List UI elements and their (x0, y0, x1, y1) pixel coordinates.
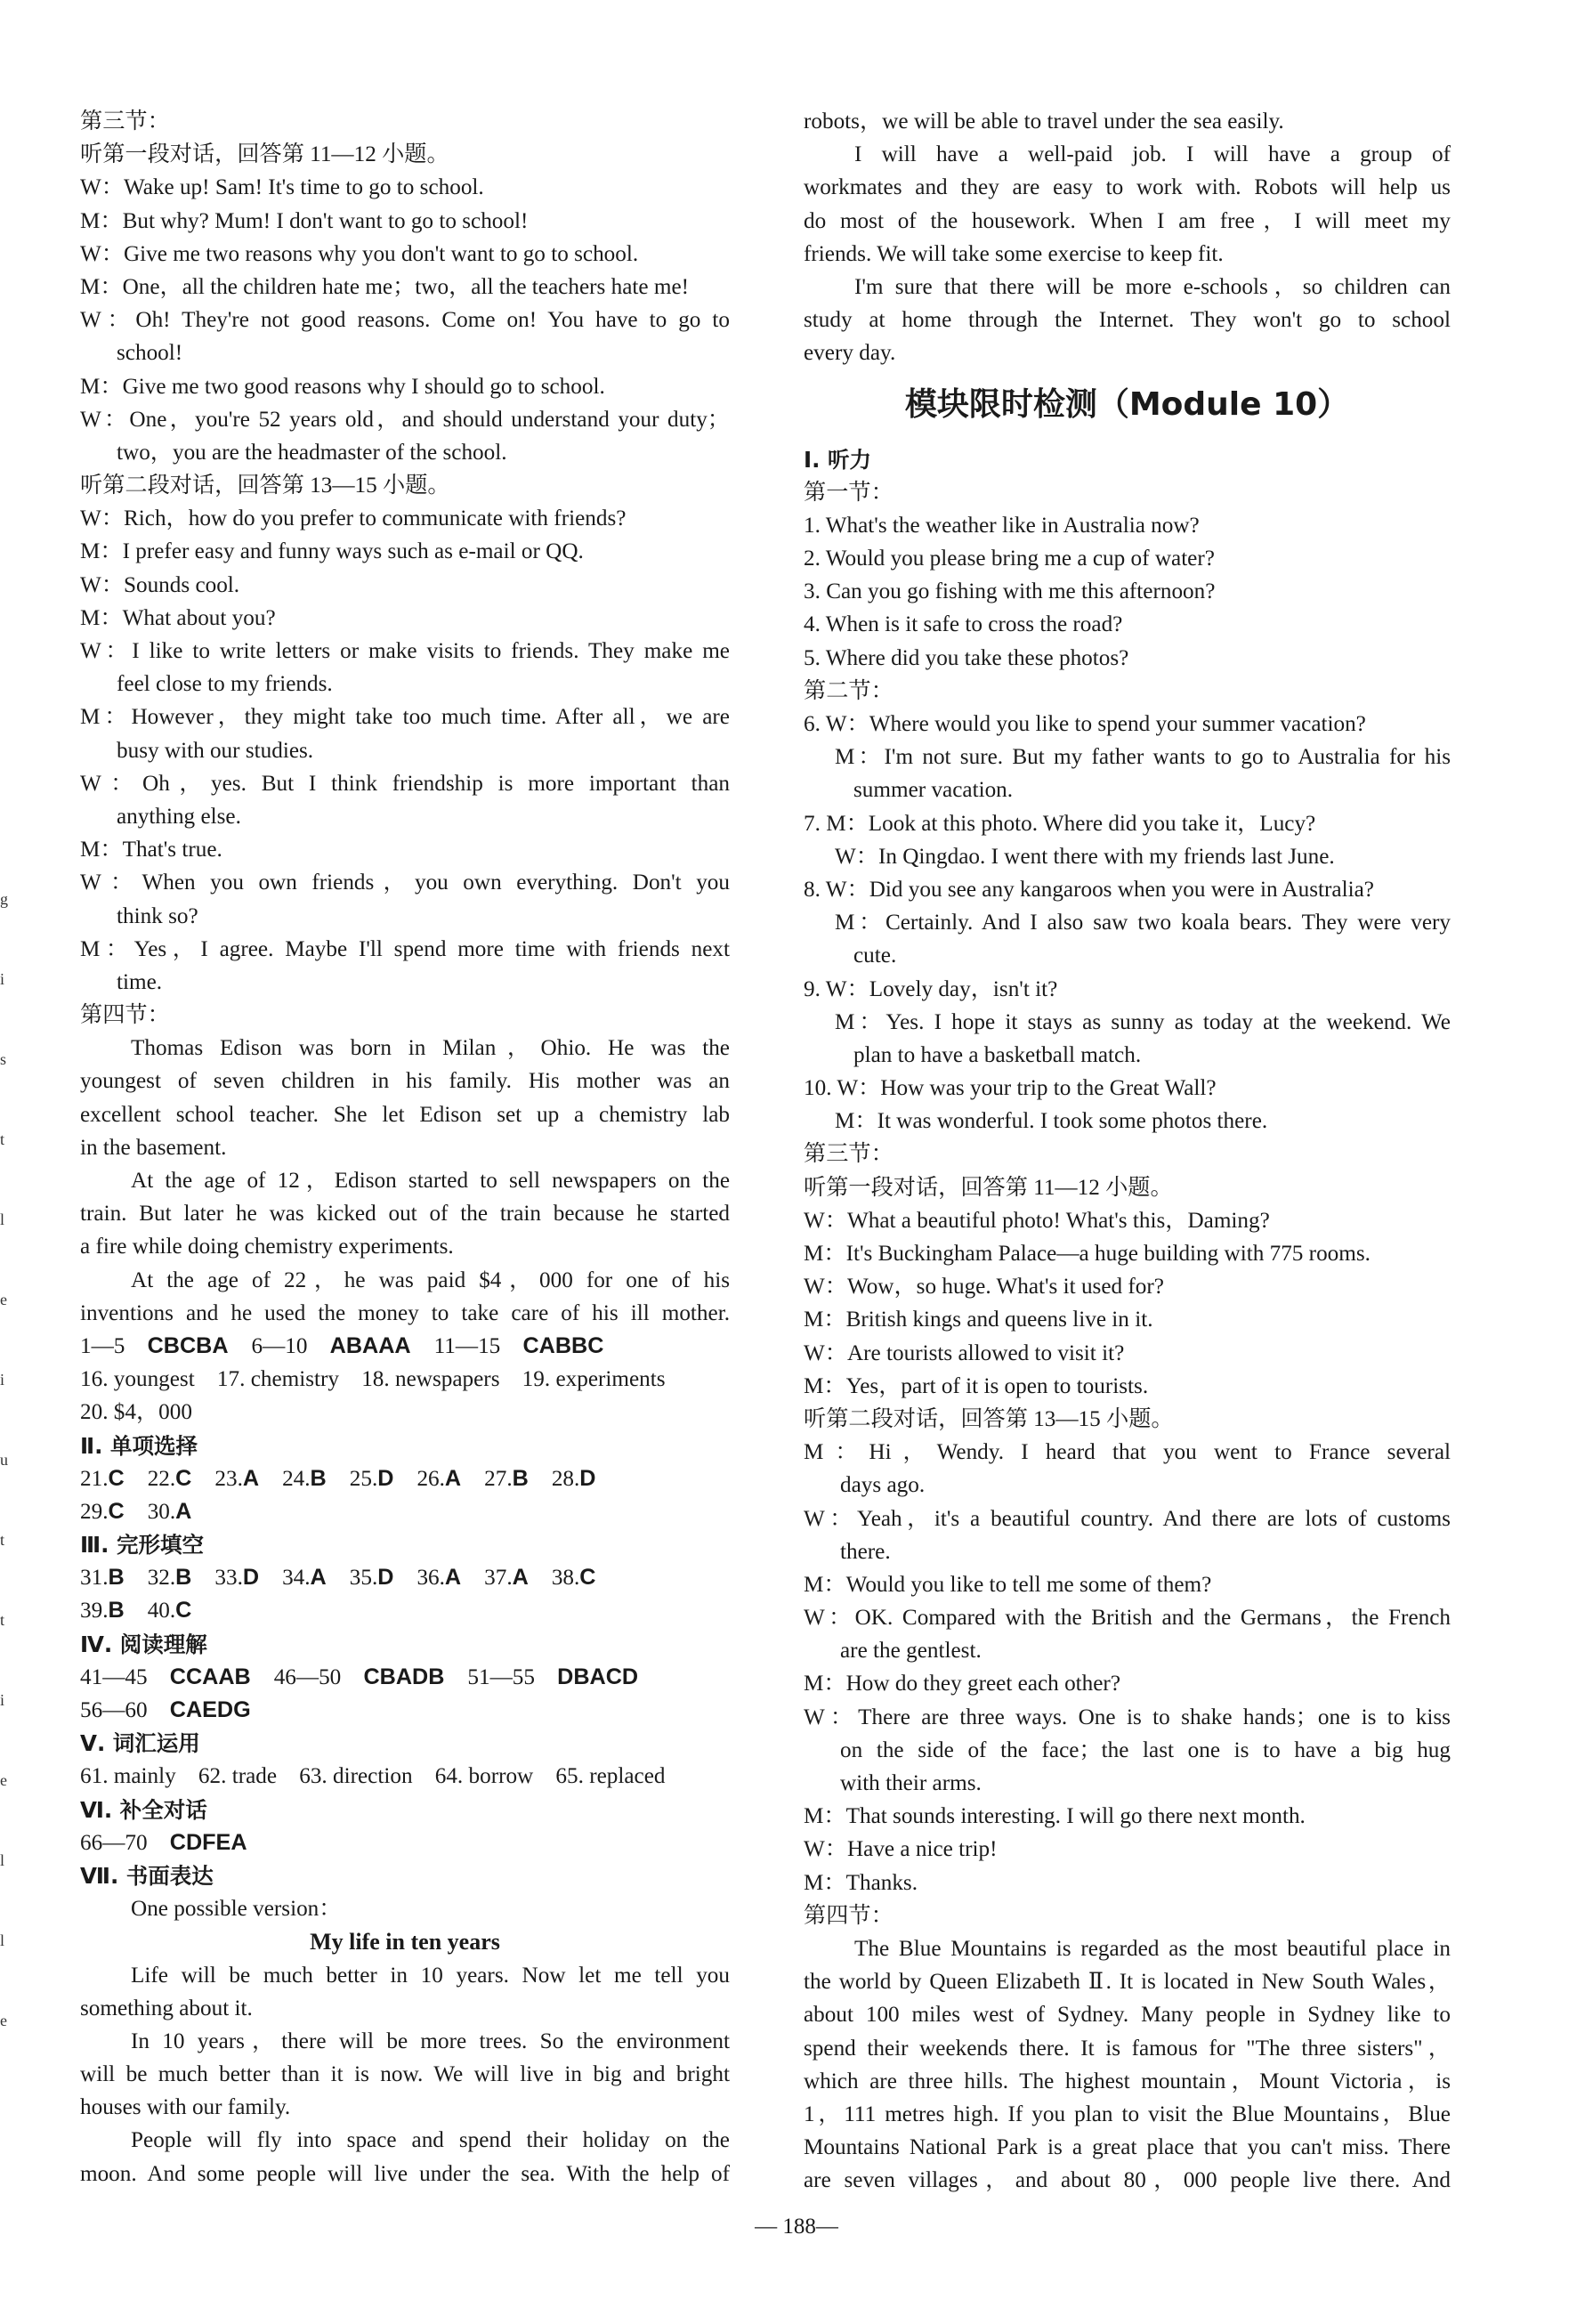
answer-key-39-40 (80, 1594, 730, 1627)
answer-item: 27.B (484, 1465, 529, 1491)
text-line: M：However，they might take too much time. After all，we are (80, 705, 730, 730)
edge-mark: t (0, 1531, 5, 1549)
answer-letters: CABBC (522, 1332, 604, 1358)
text-line: W：Are tourists allowed to visit it? (804, 1340, 1125, 1365)
answer-letter: C (108, 1465, 125, 1491)
answer-item: 31.B (80, 1565, 125, 1591)
text-line: M：That sounds interesting. I will go there next month. (804, 1804, 1306, 1829)
text-line: train. But later he was kicked out of the train because he started (80, 1202, 730, 1227)
text-line: days ago. (840, 1473, 926, 1498)
text-line: W：There are three ways. One is to shake hands；one is to kiss (804, 1705, 1451, 1729)
section-heading: Ⅲ. 完形填空 (80, 1532, 204, 1559)
section-heading: Ⅴ. 词汇运用 (80, 1730, 200, 1757)
text-line: W：In Qingdao. I went there with my friends last June. (835, 844, 1335, 869)
text-line: 8. W：Did you see any kangaroos when you were in Australia? (804, 877, 1374, 902)
answer-letter: C (175, 1598, 192, 1624)
text-line: 第四节： (804, 1903, 894, 1928)
essay-line: I will have a well-paid job. I will have a group of (854, 142, 1451, 167)
text-line: 听第一段对话，回答第 11—12 小题。 (804, 1175, 1173, 1200)
edge-mark: l (0, 1851, 5, 1869)
text-line: 1，111 metres high. If you plan to visit the Blue Mountains，Blue (804, 2101, 1451, 2126)
text-line: W：Oh! They're not good reasons. Come on! You have to go to (80, 308, 730, 333)
text-line: 4. When is it safe to cross the road? (804, 612, 1123, 637)
essay-line: People will fly into space and spend their holiday on the (131, 2128, 730, 2153)
text-line: W：When you own friends，you own everything. Don't you (80, 870, 730, 895)
answer-letter: D (377, 1565, 394, 1591)
answer-letter: B (175, 1565, 192, 1591)
answer-key-1-15 (80, 1330, 730, 1363)
text-line: the world by Queen Elizabeth Ⅱ. It is located in New South Wales， (804, 1970, 1451, 1995)
essay-line: study at home through the Internet. They won't go to school (804, 308, 1451, 333)
text-line: are seven villages，and about 80，000 people live there. And (804, 2168, 1451, 2193)
text-line: 1. What's the weather like in Australia now? (804, 513, 1200, 538)
text-line: anything else. (117, 804, 241, 829)
text-line: M：I prefer easy and funny ways such as e-mail or QQ. (80, 539, 584, 564)
text-line: in the basement. (80, 1135, 227, 1160)
essay-intro: One possible version： (131, 1897, 342, 1922)
essay-line: do most of the housework. When I am free，I will meet my (804, 208, 1451, 233)
answer-letter: A (175, 1498, 192, 1524)
essay-line: will be much better than it is now. We will live in big and bright (80, 2062, 730, 2087)
answer-letters: CBCBA (147, 1332, 229, 1358)
answer-item: 29.C (80, 1498, 125, 1524)
edge-mark: g (0, 890, 8, 908)
answer-item: 22.C (147, 1465, 192, 1491)
text-line: M：Would you like to tell me some of them? (804, 1572, 1212, 1597)
text-line: W：Oh，yes. But I think friendship is more important than (80, 771, 730, 796)
text-line: 第一节： (804, 480, 894, 505)
answer-letters: CBADB (363, 1664, 445, 1689)
answer-item: 35.D (349, 1565, 394, 1591)
text-line: M：That's true. (80, 838, 222, 862)
text-line: M：Yes，part of it is open to tourists. (804, 1373, 1149, 1398)
edge-mark: e (0, 1291, 7, 1308)
text-line: Thomas Edison was born in Milan，Ohio. He was the (131, 1036, 730, 1061)
text-line: The Blue Mountains is regarded as the most beautiful place in (854, 1936, 1451, 1961)
section-heading: Ⅶ. 书面表达 (80, 1862, 214, 1889)
text-line: summer vacation. (853, 778, 1014, 803)
text-line: M：Give me two good reasons why I should go to school. (80, 374, 605, 399)
section-heading: Ⅵ. 补全对话 (80, 1796, 207, 1823)
edge-mark: s (0, 1050, 7, 1068)
edge-mark: l (0, 1931, 5, 1949)
text-line: 听第一段对话，回答第 11—12 小题。 (80, 142, 449, 167)
essay-line: robots，we will be able to travel under the sea easily. (804, 109, 1284, 134)
edge-mark: e (0, 1771, 7, 1789)
answer-letter: A (444, 1465, 462, 1491)
text-line: are the gentlest. (840, 1639, 982, 1664)
text-line: 第四节： (80, 1003, 170, 1028)
answer-item: 39.B (80, 1598, 125, 1624)
answer-item: 33.D (214, 1565, 260, 1591)
text-line: 5. Where did you take these photos? (804, 645, 1129, 670)
answer-letter: A (444, 1565, 462, 1591)
text-line: inventions and he used the money to take care of his ill mother. (80, 1300, 730, 1325)
text-line: W：Wow，so huge. What's it used for? (804, 1275, 1164, 1300)
text-line: school! (117, 341, 183, 366)
answer-item: 36.A (416, 1565, 462, 1591)
answer-item: 24.B (282, 1465, 327, 1491)
text-line: 10. W：How was your trip to the Great Wall? (804, 1076, 1217, 1101)
answer-item: 34.A (282, 1565, 327, 1591)
text-line: M：Hi，Wendy. I heard that you went to France several (804, 1440, 1451, 1465)
answer-letters: ABAAA (329, 1332, 411, 1358)
text-line: W：Have a nice trip! (804, 1837, 998, 1862)
module-title: 模块限时检测（Module 10） (904, 385, 1350, 423)
text-line: 听第二段对话，回答第 13—15 小题。 (804, 1406, 1174, 1431)
text-line: two，you are the headmaster of the school. (117, 440, 507, 465)
text-line: 6. W：Where would you like to spend your summer vacation? (804, 712, 1366, 736)
text-line: plan to have a basketball match. (853, 1042, 1142, 1067)
text-line: M：It was wonderful. I took some photos there. (835, 1109, 1268, 1134)
answer-letter: B (108, 1598, 125, 1624)
answer-key-21-28 (80, 1462, 730, 1495)
text-line: M：Thanks. (804, 1870, 918, 1895)
answer-letter: D (377, 1465, 394, 1491)
text-line: At the age of 12，Edison started to sell newspapers on the (131, 1169, 730, 1193)
edge-mark: e (0, 2012, 7, 2029)
answer-group: 6—10 ABAAA (251, 1332, 411, 1358)
answer-item: 28.D (551, 1465, 596, 1491)
answer-letter: B (512, 1465, 529, 1491)
answer-group: 66—70 CDFEA (80, 1829, 247, 1855)
text-line: M：Yes，I agree. Maybe I'll spend more time with friends next (80, 936, 730, 961)
text-line: M：But why? Mum! I don't want to go to school! (80, 208, 529, 233)
answer-letter: B (108, 1565, 125, 1591)
answer-item: 21.C (80, 1465, 125, 1491)
text-line: excellent school teacher. She let Edison set up a chemistry lab (80, 1102, 730, 1127)
answer-key-61-65: 61. mainly 62. trade 63. direction 64. borrow 65. replaced (80, 1764, 666, 1789)
text-line: 第三节： (804, 1142, 894, 1167)
essay-line: something about it. (80, 1996, 253, 2020)
text-line: W：Yeah，it's a beautiful country. And there are lots of customs (804, 1506, 1451, 1531)
answer-group: 56—60 CAEDG (80, 1697, 251, 1722)
answer-letter: C (579, 1565, 596, 1591)
text-line: a fire while doing chemistry experiments. (80, 1235, 454, 1259)
answer-letter: B (310, 1465, 327, 1491)
edge-mark: i (0, 1691, 5, 1709)
answer-letter: A (512, 1565, 529, 1591)
section-heading: Ⅱ. 单项选择 (80, 1432, 198, 1459)
essay-line: friends. We will take some exercise to keep fit. (804, 241, 1224, 266)
edge-mark: i (0, 1371, 5, 1389)
text-line: 3. Can you go fishing with me this afternoon? (804, 579, 1216, 604)
answer-item: 25.D (349, 1465, 394, 1491)
answer-group: 11—15 CABBC (433, 1332, 604, 1358)
text-line: M：Certainly. And I also saw two koala bears. They were very (835, 911, 1451, 935)
answer-letter: D (579, 1465, 596, 1491)
left-column (80, 105, 730, 2190)
answer-letters: CDFEA (169, 1829, 247, 1855)
text-line: M：I'm not sure. But my father wants to go to Australia for his (835, 745, 1451, 770)
text-line: 听第二段对话，回答第 13—15 小题。 (80, 474, 450, 498)
text-line: 7. M：Look at this photo. Where did you take it，Lucy? (804, 811, 1316, 836)
answer-group: 46—50 CBADB (273, 1664, 445, 1689)
answer-key-56-60 (80, 1694, 730, 1727)
text-line: 第三节： (80, 109, 170, 134)
right-column (804, 105, 1451, 2197)
answer-group: 51—55 DBACD (467, 1664, 639, 1689)
text-line: M：It's Buckingham Palace—a huge building with 775 rooms. (804, 1242, 1371, 1266)
text-line: feel close to my friends. (117, 672, 333, 697)
answer-item: 26.A (416, 1465, 462, 1491)
text-line: youngest of seven children in his family. His mother was an (80, 1069, 730, 1094)
edge-mark: u (0, 1451, 8, 1469)
text-line: At the age of 22，he was paid $4，000 for one of his (131, 1267, 730, 1292)
text-line: Ⅰ. 听力 (804, 446, 871, 473)
text-line: M：What about you? (80, 605, 276, 630)
text-line: 9. W：Lovely day，isn't it? (804, 976, 1058, 1001)
answer-letter: A (310, 1565, 327, 1591)
essay-line: Life will be much better in 10 years. Now let me tell you (131, 1963, 730, 1988)
essay-title: My life in ten years (310, 1929, 500, 1956)
answer-key-29-30 (80, 1495, 730, 1528)
answer-key-20: 20. $4，000 (80, 1400, 192, 1425)
answer-key-16-19: 16. youngest 17. chemistry 18. newspapers 19. experiments (80, 1367, 666, 1392)
text-line: spend their weekends there. It is famous for "The three sisters"， (804, 2036, 1451, 2061)
text-line: M：One，all the children hate me；two，all the teachers hate me! (80, 274, 690, 299)
text-line: about 100 miles west of Sydney. Many people in Sydney like to (804, 2003, 1451, 2028)
answer-key-66-70 (80, 1826, 730, 1859)
text-line: with their arms. (840, 1771, 982, 1795)
answer-letter: C (108, 1498, 125, 1524)
edge-mark: l (0, 1211, 5, 1228)
text-line: 2. Would you please bring me a cup of water? (804, 547, 1215, 571)
edge-mark: i (0, 970, 5, 988)
text-line: W：Give me two reasons why you don't want to go to school. (80, 241, 639, 266)
text-line: M：British kings and queens live in it. (804, 1308, 1153, 1332)
text-line: W：OK. Compared with the British and the Germans，the French (804, 1606, 1451, 1631)
answer-item: 32.B (147, 1565, 192, 1591)
answer-letters: CAEDG (169, 1697, 251, 1722)
essay-line: In 10 years，there will be more trees. So the environment (131, 2028, 730, 2053)
answer-item: 38.C (551, 1565, 596, 1591)
text-line: W：Sounds cool. (80, 572, 240, 597)
text-line: 第二节： (804, 678, 894, 703)
text-line: Mountains National Park is a great place that you can't miss. There (804, 2135, 1451, 2160)
answer-group: 1—5 CBCBA (80, 1332, 229, 1358)
text-line: W：I like to write letters or make visits to friends. They make me (80, 639, 730, 663)
text-line: think so? (117, 903, 198, 928)
text-line: W：Rich，how do you prefer to communicate with friends? (80, 506, 627, 531)
page-number: — 188— (755, 2215, 838, 2239)
answer-letter: A (242, 1465, 260, 1491)
text-line: time. (117, 969, 163, 994)
text-line: W：Wake up! Sam! It's time to go to school. (80, 175, 484, 200)
answer-item: 40.C (147, 1598, 192, 1624)
essay-line: workmates and they are easy to work with. Robots will help us (804, 175, 1451, 200)
answer-item: 23.A (214, 1465, 260, 1491)
text-line: W：One，you're 52 years old，and should understand your duty； (80, 407, 730, 432)
essay-line: houses with our family. (80, 2095, 291, 2120)
answer-letter: C (175, 1465, 192, 1491)
answer-item: 30.A (147, 1498, 192, 1524)
answer-letters: CCAAB (169, 1664, 251, 1689)
text-line: W：What a beautiful photo! What's this，Daming? (804, 1208, 1270, 1233)
answer-letter: D (242, 1565, 260, 1591)
text-line: M：Yes. I hope it stays as sunny as today at the weekend. We (835, 1009, 1451, 1034)
essay-line: every day. (804, 341, 896, 366)
answer-key-31-38 (80, 1561, 730, 1594)
text-line: busy with our studies. (117, 738, 314, 763)
answer-item: 37.A (484, 1565, 529, 1591)
essay-line: moon. And some people will live under the sea. With the help of (80, 2161, 730, 2186)
edge-mark: t (0, 1611, 5, 1629)
text-line: which are three hills. The highest mountain，Mount Victoria，is (804, 2069, 1451, 2093)
answer-group: 41—45 CCAAB (80, 1664, 251, 1689)
text-line: cute. (853, 943, 897, 968)
edge-mark: t (0, 1130, 5, 1148)
section-heading: Ⅳ. 阅读理解 (80, 1631, 207, 1657)
text-line: M：How do they greet each other? (804, 1672, 1120, 1696)
answer-key-41-55 (80, 1661, 730, 1694)
essay-line: I'm sure that there will be more e-schools，so children can (854, 274, 1451, 299)
answer-letters: DBACD (557, 1664, 639, 1689)
text-line: there. (840, 1539, 891, 1564)
text-line: on the side of the face；the last one is to have a big hug (840, 1737, 1451, 1762)
